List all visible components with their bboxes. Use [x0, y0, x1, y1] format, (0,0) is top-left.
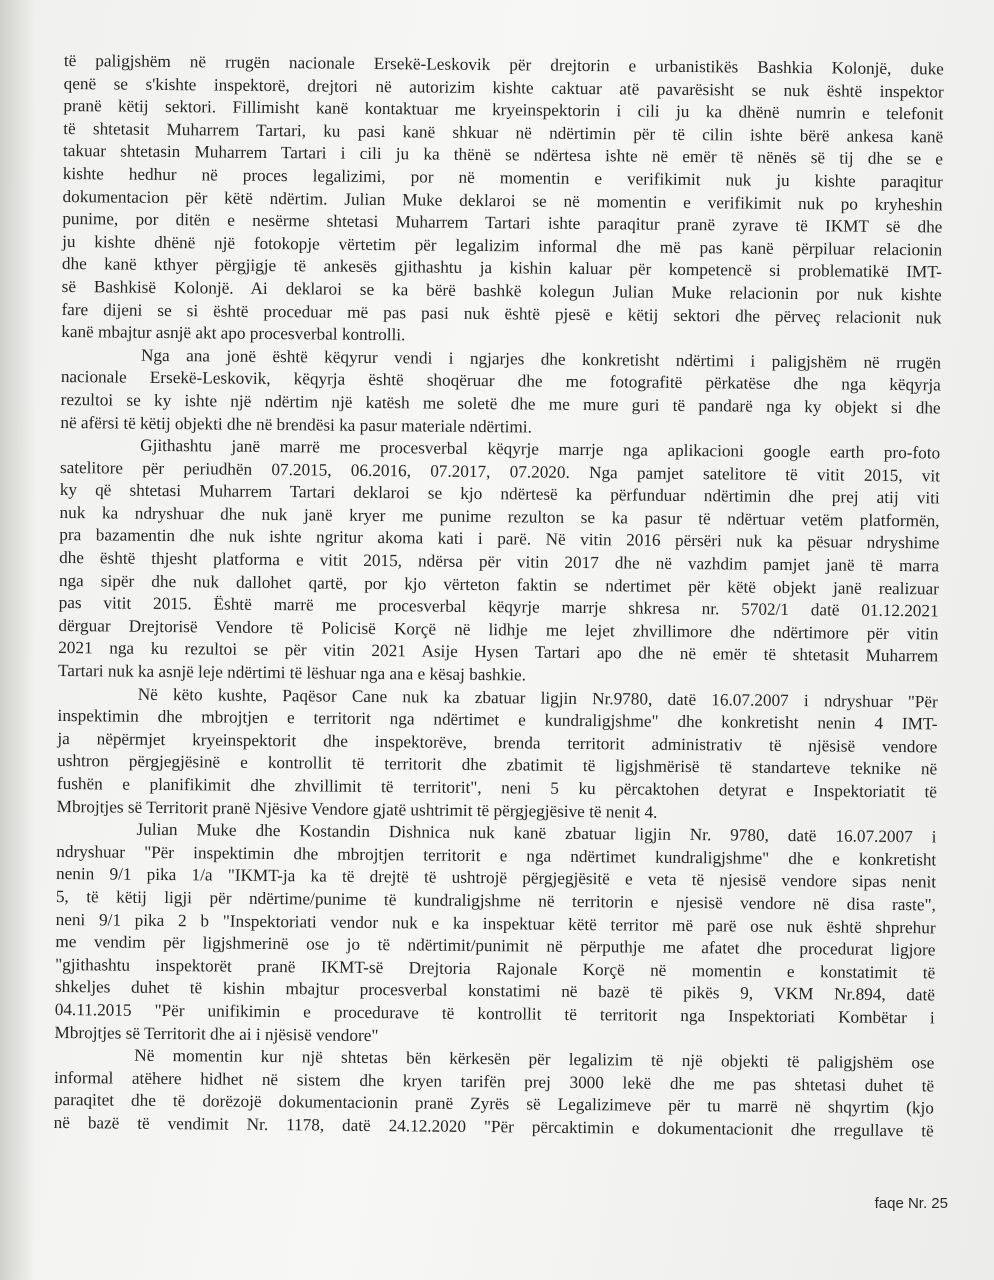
text-line: me vendim për ligjshmerinë ose jo të ndërtimit/punimit në përputhje me afatet dhe procedurat ligjore [55, 932, 936, 960]
text-line: kishte hedhur në proces legalizimi, por në momentin e verifikimit nuk ju kishte paraqitur [62, 163, 943, 192]
text-line: fare dijeni se si është proceduar më pas pasi nuk është pjesë e këtij sektori dhe përveç relacionit nuk [61, 299, 942, 327]
text-line: 2021 nga ku rezultoi se për vitin 2021 Asije Hysen Tartari apo dhe në emër të shtetasit Muharrem [58, 638, 939, 666]
text-line: qenë se s'kishte inspektorë, drejtori në autorizim kishte caktuar atë pavarësisht se nuk është inspektor [63, 73, 944, 102]
text-line: shkeljes duhet të kishin mbajtur procesverbal konstatimi në bazë të pikës 9, VKM Nr.894, datë [54, 977, 936, 1005]
text-line: Në këto kushte, Paqësor Cane nuk ka zbatuar ligjin Nr.9780, datë 16.07.2007 i ndryshuar "Për [137, 684, 938, 712]
text-line: në bazë të vendimit Nr. 1178, datë 24.12.2020 "Për përcaktimin e dokumentacionit dhe rregullave të [53, 1112, 934, 1141]
text-line: të shtetasit Muharrem Tartari, ku pasi kanë shkuar në ndërtimin për të cilin ishte bërë ankesa kanë [63, 118, 944, 147]
text-line: dërguar Drejtorisë Vendore të Policisë Korçë në lidhje me lejet zhvillimore dhe ndërtimore për vitin [58, 615, 939, 644]
text-line: të paligjshëm në rrugën nacionale Ersekë-Leskovik për drejtorin e urbanistikës Bashkia Kolonjë, duke [63, 50, 944, 79]
text-line: Nga ana jonë është këqyrur vendi i ngjarjes dhe konkretisht ndërtimi i paligjshëm në rrugën [140, 345, 942, 373]
text-line: kanë mbajtur asnjë akt apo procesverbal kontrolli. [61, 322, 406, 345]
text-line: pas vitit 2015. Është marrë me procesverbal këqyrje marrje shkresa nr. 5702/1 datë 01.12.2021 [58, 593, 939, 621]
text-line: ky që shtetasi Muharrem Tartari deklaroi se kjo ndërtesë ka përfunduar ndërtimin dhe prej atij viti [59, 480, 940, 508]
page-number: faqe Nr. 25 [874, 1195, 948, 1212]
text-line: nacionale Ersekë-Leskovik, këqyrja është shoqëruar dhe me fotografitë përkatëse dhe nga këqyrja [60, 367, 941, 395]
text-line: Mbrojtjes së Territorit pranë Njësive Vendore gjatë ushtrimit të përgjegjësive të nenit 4. [56, 796, 658, 822]
text-line: "gjithashtu inspektorët pranë IKMT-së Drejtoria Rajonale Korçë në momentin e konstatimit të [55, 954, 936, 983]
text-line: Tartari nuk ka asnjë leje ndërtimi të lëshuar nga ana e kësaj bashkie. [57, 661, 527, 685]
text-line: në afërsi të këtij objekti dhe në brendësi ka pasur materiale ndërtimi. [60, 412, 533, 437]
text-line: rezultoi se ky ishte një ndërtim një katësh me soletë dhe me mure guri të pandarë nga ky objekt si dhe [60, 389, 941, 418]
text-line: ja nëpërmjet kryeinspektorit dhe inspektorëve, brenda territorit administrativ të njësisë vendore [57, 728, 938, 757]
text-line: ju kishte dhënë një fotokopje vërtetim për legalizim informal dhe më pas kanë përpiluar relacionin [62, 231, 943, 260]
text-line: dhe është thjesht platforma e vitit 2015, ndërsa për vitin 2017 dhe në vazhdim pamjet janë të marra [59, 548, 940, 576]
text-line: Julian Muke dhe Kostandin Dishnica nuk kanë zbatuar ligjin Nr. 9780, datë 16.07.2007 i [136, 819, 937, 847]
text-line: Mbrojtjes së Territorit dhe ai i njësisë vendore" [54, 1022, 379, 1045]
text-line: nenin 9/1 pika 1/a "IKMT-ja ka të drejtë të ushtrojë përgjegjësitë e veta të njesisë vendore sipas nenit [56, 864, 937, 892]
text-line: dokumentacion për këtë ndërtim. Julian Muke deklaroi se në momentin e verifikimit nuk po kryheshin [62, 186, 943, 215]
text-line: nuk ka ndryshuar dhe nuk janë kryer me punime rezulton se ka pasur të ndërtuar vetëm platformën, [59, 502, 940, 531]
text-line: Gjithashtu janë marrë me procesverbal këqyrje marrje nga aplikacioni google earth pro-foto [140, 435, 941, 463]
text-line: satelitore për periudhën 07.2015, 06.2016, 07.2017, 07.2020. Nga pamjet satelitore të vitit 2015, vit [59, 457, 941, 486]
text-line: takuar shtetasin Muharrem Tartari i cili ju ka thënë se ndërtesa ishte në emër të nënës së tij dhe se e [62, 141, 944, 169]
text-line: fushën e planifikimit dhe zhvillimit të territorit", neni 5 ku përcaktohen detyrat e Inspektoriatit të [56, 773, 938, 802]
text-line: pranë këtij sektori. Fillimisht kanë kontaktuar me kryeinspektorin i cili ju ka dhënë numrin e telefonit [63, 96, 944, 124]
text-line: ndryshuar "Për inspektimin dhe mbrojtjen territorit e nga ndërtimet kundraligjshme" dhe e konkretisht [56, 841, 937, 870]
text-line: së Bashkisë Kolonjë. Ai deklaroi se ka bërë bashkë kolegun Julian Muke relacionin por nuk kishte [61, 276, 942, 305]
text-line: ushtron përgjegjësinë e kontrollit të territorit dhe zbatimit të ligjshmërisë të standarteve teknike në [57, 751, 938, 779]
text-line: dhe kanë kthyer përgjigje të ankesës gjithashtu ja kishin kaluar për kompetencë si problematikë IMT- [61, 254, 942, 282]
document-body [54, 50, 944, 1143]
text-line: informal atëhere hidhet në sistem dhe kryen tarifën prej 3000 lekë dhe me pas shtetasi duhet të [54, 1067, 935, 1096]
text-line: inspektimin dhe mbrojtjen e territorit nga ndërtimet e kundraligjshme" dhe konkretisht nenin 4 IMT- [57, 706, 938, 734]
text-line: paraqitet dhe të dorëzojë dokumentacionin pranë Zyrës së Legalizimeve për tu marrë në shqyrtim (kjo [53, 1090, 934, 1118]
text-line: pra bazamentin dhe nuk ishte ngritur akoma kati i parë. Në vitin 2016 përsëri nuk ka pësuar ndryshime [59, 525, 940, 553]
text-line: Në momentin kur një shtetas bën kërkesën për legalizim të një objekti të paligjshëm ose [134, 1045, 935, 1073]
text-line: nga sipër dhe nuk dallohet qartë, por kjo vërteton faktin se ndertimet për këtë objekt janë realizuar [58, 570, 939, 599]
text-line: neni 9/1 pika 2 b "Inspektoriati vendor nuk e ka inspektuar këtë territor më parë ose nuk është shprehur [55, 909, 936, 937]
text-line: 5, të këtij ligji për ndërtime/punime të kundraligjshme në territorin e njesisë vendore në disa raste", [55, 886, 936, 915]
page-shadow [0, 0, 36, 1280]
text-line: punime, por ditën e nesërme shtetasi Muharrem Tartari ishte paraqitur pranë zyrave të IKMT së dhe [62, 209, 943, 237]
text-line: 04.11.2015 "Për unifikimin e procedurave të kontrollit të territorit nga Inspektoriati Kombëtar i [54, 999, 935, 1028]
